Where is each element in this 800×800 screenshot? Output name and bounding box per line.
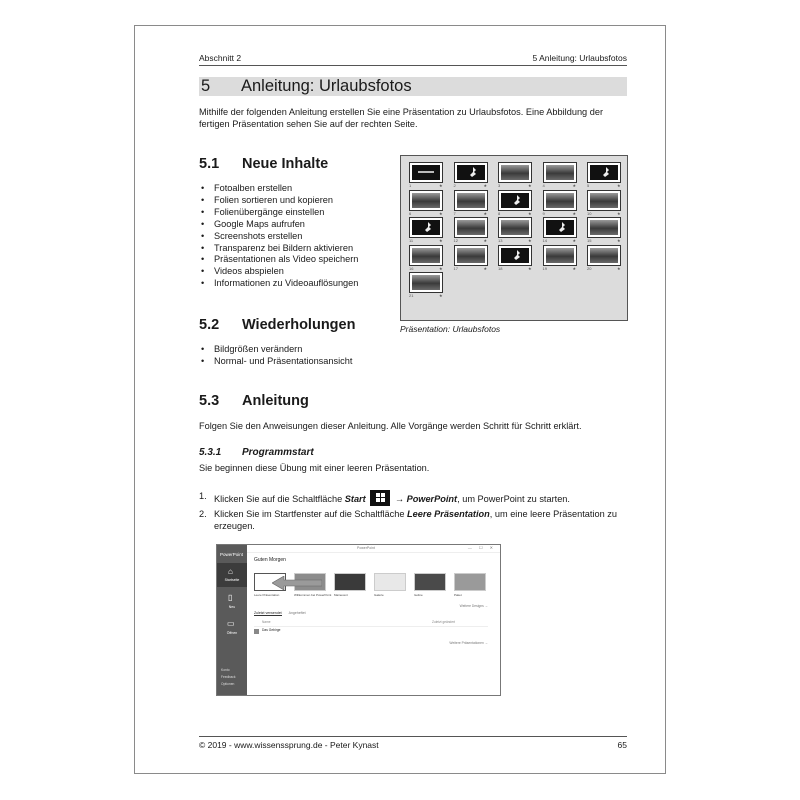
slide-photo-image: [457, 248, 485, 263]
slide-number: 2: [453, 183, 456, 188]
slide-sorter-figure: [400, 155, 628, 321]
transition-icon: ★: [439, 183, 443, 188]
nav-label: Startseite: [224, 578, 240, 582]
transition-icon: ★: [572, 265, 577, 271]
section-number: 5.1: [199, 156, 220, 172]
slide-number: 13: [498, 238, 503, 243]
slide-photo-image: [590, 220, 618, 235]
slide-number: 4: [542, 183, 545, 188]
transition-icon: ★: [483, 183, 488, 188]
slide-number: 10: [587, 210, 592, 216]
col-date: Zuletzt geändert: [432, 620, 456, 624]
pp-titlebar: [247, 545, 500, 553]
slide-number: 12: [453, 238, 458, 243]
slide-photo-image: [546, 248, 574, 263]
slide-map-image: [412, 220, 440, 235]
slide-photo-image: [412, 248, 440, 263]
list-item: • Videos abspielen: [199, 266, 399, 278]
step-2: [199, 508, 623, 532]
slide-number: 5: [587, 183, 590, 188]
list-item: • Informationen zu Videoauflösungen: [199, 278, 399, 290]
template-label: Mainevent: [334, 593, 348, 597]
slide-thumbnail[interactable]: [454, 162, 488, 183]
slide-thumbnail[interactable]: [587, 217, 621, 238]
slide-number: 18: [498, 265, 503, 271]
transition-icon: ★: [617, 265, 621, 271]
subsection-heading-5-3-1: [199, 447, 399, 460]
figure-caption: Präsentation: Urlaubsfotos: [400, 324, 501, 334]
nav-options[interactable]: Optionen: [221, 682, 235, 686]
step-text: Klicken Sie im Startfenster auf die Schaltfläche: [214, 509, 408, 519]
transition-icon: ★: [572, 238, 577, 243]
pp-app-name: PowerPoint: [220, 552, 244, 557]
slide-thumbnail[interactable]: [454, 217, 488, 238]
slide-number: 8: [498, 210, 501, 216]
arrow-icon: →: [394, 494, 404, 504]
subsection-number: 5.3.1: [199, 447, 222, 458]
slide-thumbnail[interactable]: [409, 190, 443, 211]
list-item: • Fotoalben erstellen: [199, 183, 399, 195]
slide-map-image: [546, 220, 574, 235]
slide-number: 17: [453, 265, 458, 271]
step-text: Klicken Sie auf die Schaltfläche: [214, 494, 345, 504]
slide-thumbnail[interactable]: [498, 162, 532, 183]
repetition-list: [199, 344, 399, 368]
footer-copyright: © 2019 - www.wissenssprung.de - Peter Kynast: [199, 740, 379, 750]
list-item: • Normal- und Präsentationsansicht: [199, 356, 399, 368]
slide-number: 19: [542, 265, 547, 271]
start-label: Start: [344, 494, 366, 504]
file-name: Das Gebirge: [262, 628, 281, 632]
slide-thumbnail[interactable]: [543, 245, 577, 266]
template-label: Leere Präsentation: [254, 593, 280, 597]
slide-thumbnail[interactable]: [543, 217, 577, 238]
slide-photo-image: [501, 165, 529, 180]
pp-sidebar: [217, 545, 247, 695]
home-icon: ⌂: [228, 567, 233, 576]
page-number: 65: [617, 740, 627, 750]
slide-photo-image: [412, 193, 440, 208]
slide-thumbnail[interactable]: [409, 162, 443, 183]
transition-icon: ★: [528, 238, 532, 243]
slide-map-image: [501, 248, 529, 263]
slide-photo-image: [590, 248, 618, 263]
slide-map-image: [457, 165, 485, 180]
col-name: Name: [262, 620, 271, 624]
nav-label: Neu: [228, 605, 236, 609]
document-page: [134, 25, 666, 774]
slide-thumbnail[interactable]: [543, 190, 577, 211]
template-label: Paket: [454, 593, 462, 597]
pp-nav-open[interactable]: [217, 617, 247, 639]
slide-map-image: [590, 165, 618, 180]
slide-number: 11: [409, 238, 414, 243]
template-tile[interactable]: [454, 573, 486, 591]
slide-number: 9: [542, 210, 545, 216]
template-label: Isoline: [414, 593, 423, 597]
list-item: • Screenshots erstellen: [199, 231, 399, 243]
transition-icon: ★: [439, 293, 443, 298]
step-text: , um eine leere Präsentation zu erzeugen.: [214, 509, 617, 531]
titlebar-text: PowerPoint: [357, 546, 375, 550]
slide-thumbnail[interactable]: [409, 217, 443, 238]
transition-icon: ★: [528, 265, 532, 271]
step-number: 1.: [199, 491, 207, 501]
slide-photo-image: [590, 193, 618, 208]
section-number: 5.3: [199, 393, 220, 409]
slide-number: 6: [409, 210, 412, 216]
list-item: • Bildgrößen verändern: [199, 344, 399, 356]
slide-map-image: [501, 193, 529, 208]
slide-number: 14: [542, 238, 547, 243]
slide-title-image: [412, 165, 440, 180]
step-text: , um PowerPoint zu starten.: [457, 494, 570, 504]
slide-thumbnail[interactable]: [454, 245, 488, 266]
slide-thumbnail[interactable]: [409, 272, 443, 293]
slide-thumbnail[interactable]: [587, 190, 621, 211]
slide-thumbnail[interactable]: [543, 162, 577, 183]
chapter-title: Anleitung: Urlaubsfotos: [241, 77, 412, 95]
pp-file-header: [254, 620, 488, 627]
template-label: Willkommen bei PowerPoint: [294, 593, 332, 597]
section-title: Anleitung: [242, 393, 309, 409]
powerpoint-start-screenshot: [216, 544, 501, 696]
blank-presentation-label: Leere Präsentation: [407, 509, 490, 519]
powerpoint-label: PowerPoint: [406, 494, 458, 504]
subsection-title: Programmstart: [242, 447, 314, 458]
pp-greeting: Guten Morgen: [254, 557, 286, 563]
step-list: [199, 490, 623, 532]
header-left: Abschnitt 2: [199, 53, 242, 63]
transition-icon: ★: [483, 265, 488, 271]
slide-number: 20: [587, 265, 592, 271]
section-title: Neue Inhalte: [242, 156, 329, 172]
transition-icon: ★: [617, 238, 621, 243]
slide-number: 21: [409, 293, 414, 298]
pp-nav-bottom: [221, 667, 235, 688]
slide-number: 7: [453, 210, 456, 216]
list-item: • Google Maps aufrufen: [199, 219, 399, 231]
arrow-pointer-icon: [272, 576, 322, 590]
list-item: • Folien sortieren und kopieren: [199, 195, 399, 207]
transition-icon: ★: [528, 183, 532, 188]
slide-thumbnail[interactable]: [587, 162, 621, 183]
subsection-text: Sie beginnen diese Übung mit einer leeren Präsentation.: [199, 463, 430, 473]
transition-icon: ★: [483, 238, 488, 243]
pp-file-row[interactable]: [254, 628, 488, 637]
slide-thumbnail[interactable]: [498, 245, 532, 266]
section-heading-5-3: [199, 393, 389, 411]
more-presentations-link[interactable]: Weitere Präsentationen →: [449, 641, 488, 645]
section-heading-5-2: [199, 317, 389, 335]
slide-number: 1: [409, 183, 412, 188]
slide-photo-image: [546, 193, 574, 208]
nav-label: Öffnen: [226, 631, 238, 635]
transition-icon: ★: [528, 210, 532, 216]
slide-thumbnail[interactable]: [587, 245, 621, 266]
chapter-heading: [199, 77, 627, 96]
new-content-list: [199, 183, 399, 290]
slide-thumbnail[interactable]: [498, 217, 532, 238]
more-templates-link[interactable]: Weitere Designs →: [459, 604, 488, 608]
intro-paragraph: Mithilfe der folgenden Anleitung erstellen Sie eine Präsentation zu Urlaubsfotos. Eine Abbildung der fertigen Präsentation sehen Sie auf der rechten Seite.: [199, 107, 603, 129]
section-title: Wiederholungen: [242, 317, 356, 333]
slide-number: 16: [409, 265, 414, 271]
transition-icon: ★: [439, 210, 443, 216]
slide-photo-image: [457, 220, 485, 235]
window-controls[interactable]: — ☐ ✕: [467, 545, 496, 550]
slide-number: 3: [498, 183, 501, 188]
pp-tabs: [254, 611, 306, 615]
folder-icon: ▭: [227, 619, 235, 628]
template-tile[interactable]: [374, 573, 406, 591]
pp-nav-new[interactable]: [217, 591, 247, 613]
transition-icon: ★: [439, 238, 443, 243]
transition-icon: ★: [572, 183, 577, 188]
transition-icon: ★: [483, 210, 488, 216]
slide-number: 15: [587, 238, 592, 243]
template-tile[interactable]: [334, 573, 366, 591]
windows-start-icon: [370, 490, 390, 506]
list-item: • Transparenz bei Bildern aktivieren: [199, 243, 399, 255]
slide-photo-image: [501, 220, 529, 235]
chapter-number: 5: [201, 77, 211, 95]
tab-pinned[interactable]: Angeheftet: [288, 611, 306, 615]
section-heading-5-1: [199, 156, 389, 174]
pptx-file-icon: [254, 629, 259, 634]
nav-feedback[interactable]: Feedback: [221, 675, 236, 679]
page-footer: [199, 736, 627, 750]
transition-icon: ★: [617, 183, 621, 188]
slide-photo-image: [457, 193, 485, 208]
template-tile[interactable]: [414, 573, 446, 591]
section-5-3-text: Folgen Sie den Anweisungen dieser Anleitung. Alle Vorgänge werden Schritt für Schritt erklärt.: [199, 421, 582, 431]
slide-thumbnail[interactable]: [454, 190, 488, 211]
step-1: [199, 490, 623, 506]
list-item: • Folienübergänge einstellen: [199, 207, 399, 219]
slide-thumbnail[interactable]: [498, 190, 532, 211]
header-right: 5 Anleitung: Urlaubsfotos: [532, 53, 627, 63]
transition-icon: ★: [439, 265, 443, 271]
slide-thumbnail[interactable]: [409, 245, 443, 266]
pp-nav-home[interactable]: [217, 563, 247, 587]
slide-photo-image: [412, 275, 440, 290]
transition-icon: ★: [572, 210, 577, 216]
new-file-icon: ▯: [228, 593, 233, 602]
transition-icon: ★: [617, 210, 621, 216]
tab-recent[interactable]: Zuletzt verwendet: [254, 611, 282, 615]
slide-photo-image: [546, 165, 574, 180]
list-item: • Präsentationen als Video speichern: [199, 254, 399, 266]
nav-account[interactable]: Konto: [221, 668, 230, 672]
running-header: [199, 53, 627, 66]
template-label: Galerie: [374, 593, 384, 597]
step-number: 2.: [199, 509, 207, 519]
section-number: 5.2: [199, 317, 220, 333]
